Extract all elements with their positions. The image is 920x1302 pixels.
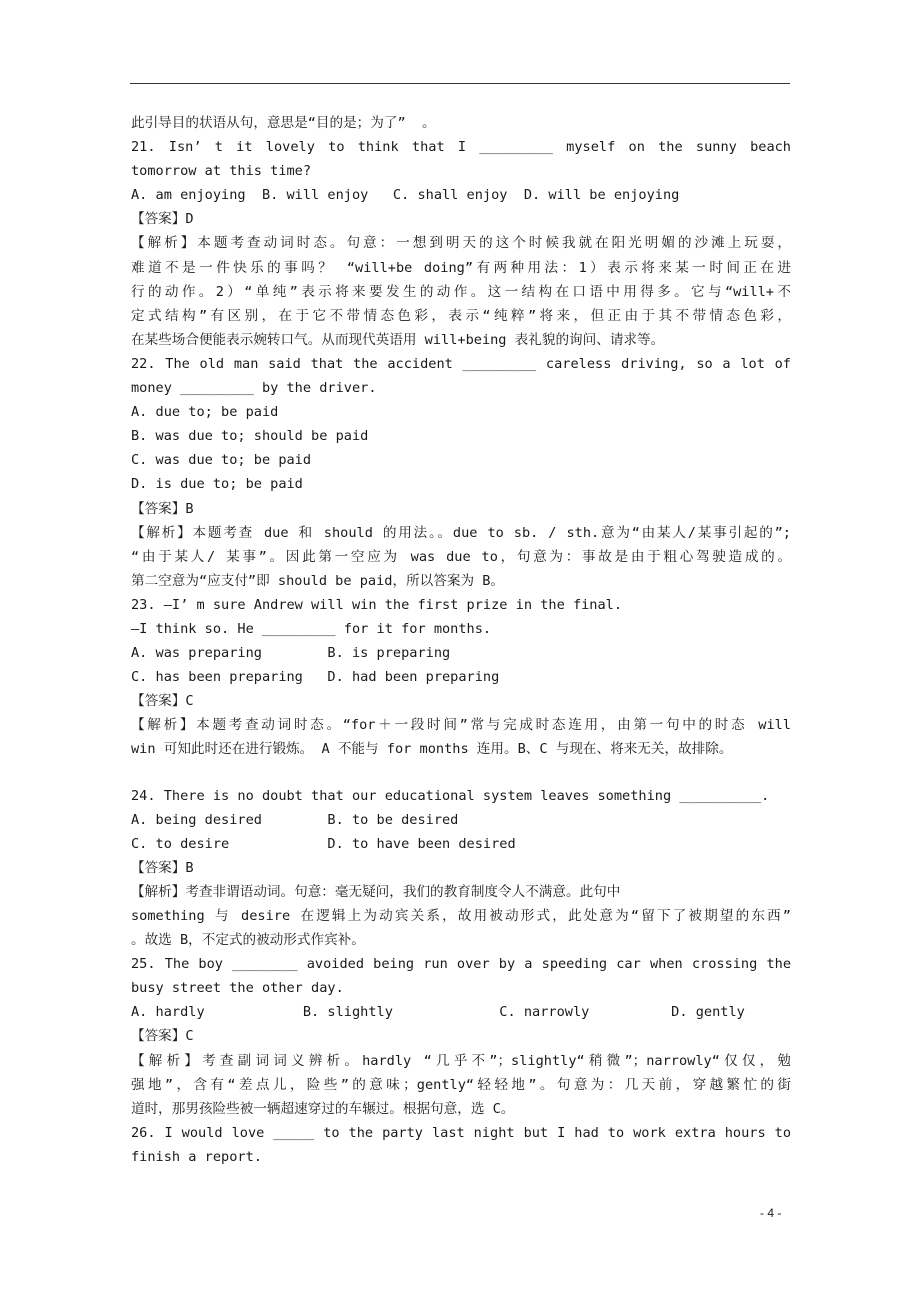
text-line: 【解析】考查非谓语动词。句意：毫无疑问，我们的教育制度令人不满意。此句中: [131, 883, 621, 900]
text-line: A. hardly B. slightly C. narrowly D. gently: [131, 1004, 745, 1021]
text-line: —I think so. He _________ for it for months.: [131, 620, 492, 637]
text-line: A. due to; be paid: [131, 404, 279, 421]
text-line: 【答案】C: [131, 1028, 194, 1045]
text-line: A. was preparing B. is preparing: [131, 645, 451, 662]
text-line: 23. —I’ m sure Andrew will win the first prize in the final.: [131, 596, 623, 613]
text-line: 。故选 B，不定式的被动形式作宾补。: [131, 932, 365, 949]
text-line: C. to desire D. to have been desired: [131, 835, 516, 852]
text-line: C. has been preparing D. had been preparing: [131, 669, 500, 686]
text-line: 【解析】考查副词词义辨析。hardly “几乎不”；slightly“稍微”；narrowly“仅仅，勉: [131, 1052, 791, 1069]
text-line: 【答案】D: [131, 211, 194, 228]
header-rule: [130, 83, 790, 84]
text-line: 强地”，含有“差点儿，险些”的意味；gently“轻轻地”。句意为：几天前，穿越繁忙的街: [131, 1076, 791, 1093]
text-line: 定式结构”有区别，在于它不带情态色彩，表示“纯粹”将来，但正由于其不带情态色彩，: [131, 307, 791, 324]
text-line: A. am enjoying B. will enjoy C. shall enjoy D. will be enjoying: [131, 187, 680, 204]
text-line: 【答案】B: [131, 859, 194, 876]
text-line: 第二空意为“应支付”即 should be paid，所以答案为 B。: [131, 572, 504, 589]
text-line: D. is due to; be paid: [131, 476, 303, 493]
text-line: 【答案】C: [131, 693, 194, 710]
text-line: 难道不是一件快乐的事吗？ “will+be doing”有两种用法：1）表示将来某一时间正在进: [131, 259, 791, 276]
text-line: 25. The boy ________ avoided being run over by a speeding car when crossing the: [131, 956, 791, 973]
text-line: 道时，那男孩险些被一辆超速穿过的车辗过。根据句意，选 C。: [131, 1100, 515, 1117]
text-line: 行的动作。2）“单纯”表示将来要发生的动作。这一结构在口语中用得多。它与“will+不: [131, 283, 791, 300]
text-line: 在某些场合便能表示婉转口气。从而现代英语用 will+being 表礼貌的询问、请求等。: [131, 331, 665, 348]
text-line: 22. The old man said that the accident _________ careless driving, so a lot of: [131, 355, 791, 372]
text-line: money _________ by the driver.: [131, 380, 377, 397]
text-line: something 与 desire 在逻辑上为动宾关系，故用被动形式，此处意为“留下了被期望的东西”: [131, 908, 791, 924]
text-line: 21. Isn’ t it lovely to think that I _________ myself on the sunny beach: [131, 139, 791, 156]
page-number: - 4 -: [760, 1206, 782, 1220]
text-line: C. was due to; be paid: [131, 452, 312, 469]
text-line: 【解析】本题考查 due 和 should 的用法。。due to sb. / sth.意为“由某人/某事引起的”;: [131, 524, 791, 541]
text-line: 【解析】本题考查动词时态。句意：一想到明天的这个时候我就在阳光明媚的沙滩上玩耍，: [131, 235, 791, 252]
blank-line: [131, 762, 791, 784]
text-line: 26. I would love _____ to the party last night but I had to work extra hours to: [131, 1124, 791, 1141]
text-line: tomorrow at this time?: [131, 163, 312, 180]
text-line: finish a report.: [131, 1148, 262, 1165]
text-line: A. being desired B. to be desired: [131, 811, 459, 828]
text-line: 【答案】B: [131, 500, 194, 517]
text-line: busy street the other day.: [131, 980, 344, 997]
text-line: “由于某人/ 某事”。因此第一空应为 was due to，句意为：事故是由于粗心驾驶造成的。: [131, 548, 791, 565]
text-line: B. was due to; should be paid: [131, 428, 369, 445]
text-line: 24. There is no doubt that our educational system leaves something __________.: [131, 787, 770, 804]
text-line: 【解析】本题考查动词时态。“for＋一段时间”常与完成时态连用，由第一句中的时态 will: [131, 717, 791, 734]
page-content: [131, 111, 791, 1169]
text-line: 此引导目的状语从句，意思是“目的是；为了” 。: [131, 115, 436, 131]
text-line: win 可知此时还在进行锻炼。 A 不能与 for months 连用。B、C 与现在、将来无关，故排除。: [131, 741, 733, 758]
